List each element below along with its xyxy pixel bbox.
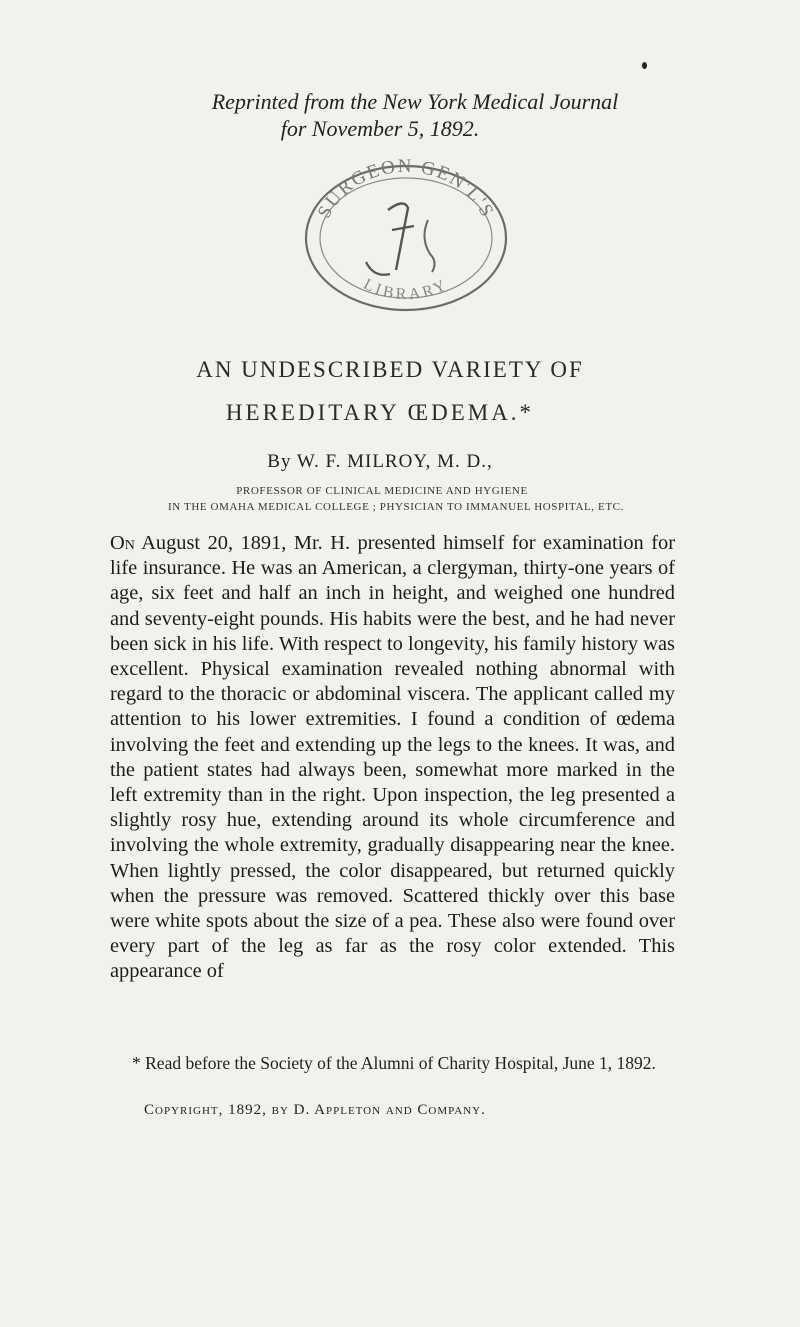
article-title-line2: HEREDITARY ŒDEMA.* bbox=[225, 400, 535, 425]
article-title-line1: AN UNDESCRIBED VARIETY OF bbox=[196, 357, 584, 382]
copyright-line: Copyright, 1892, by D. Appleton and Company. bbox=[144, 1102, 486, 1118]
article-body-text: August 20, 1891, Mr. H. presented himself for examination for life insurance. He was an American, a clergyman, thirty-one years of age, six feet and half an inch in height, and weighed one hundred and seventy-eight pounds. His habits were the best, and he had never been sick in his life. With respect to longevity, his family history was excellent. Physical examination revealed nothing abnormal with regard to the thoracic or abdominal viscera. The applicant called my attention to his lower extremities. I found a condition of œdema involving the feet and extending up the legs to the knees. It was, and the patient states had always been, somewhat more marked in the left extremity than in the right. Upon inspection, the leg presented a slightly rosy hue, extending around its whole circumference and involving the whole extremity, gradually disappearing near the knee. When lightly pressed, the color disappeared, but returned quickly when the pressure was removed. Scattered thickly over this base were white spots about the size of a pea. These also were found over every part of the leg as far as the rosy color extended. This appearance of bbox=[110, 532, 675, 983]
affiliation-line2: IN THE OMAHA MEDICAL COLLEGE ; PHYSICIAN TO IMMANUEL HOSPITAL, ETC. bbox=[168, 501, 624, 513]
svg-text:LIBRARY bbox=[361, 276, 451, 303]
footnote: * Read before the Society of the Alumni of Charity Hospital, June 1, 1892. bbox=[132, 1053, 656, 1073]
library-stamp bbox=[296, 150, 516, 315]
ink-dot bbox=[642, 62, 647, 69]
stamp-text-bottom: LIBRARY bbox=[360, 275, 452, 304]
svg-text:SURGEON GEN'L'S bbox=[314, 156, 498, 222]
stamp-text-top: SURGEON GEN'L'S bbox=[313, 155, 499, 222]
affiliation-line1: PROFESSOR OF CLINICAL MEDICINE AND HYGIENE bbox=[236, 485, 528, 497]
reprint-notice-line1: Reprinted from the New York Medical Journal bbox=[211, 89, 619, 114]
author-line: By W. F. MILROY, M. D., bbox=[267, 451, 493, 472]
article-body bbox=[110, 531, 675, 985]
opening-word: On bbox=[110, 532, 135, 554]
reprint-notice-line2: for November 5, 1892. bbox=[280, 116, 480, 141]
